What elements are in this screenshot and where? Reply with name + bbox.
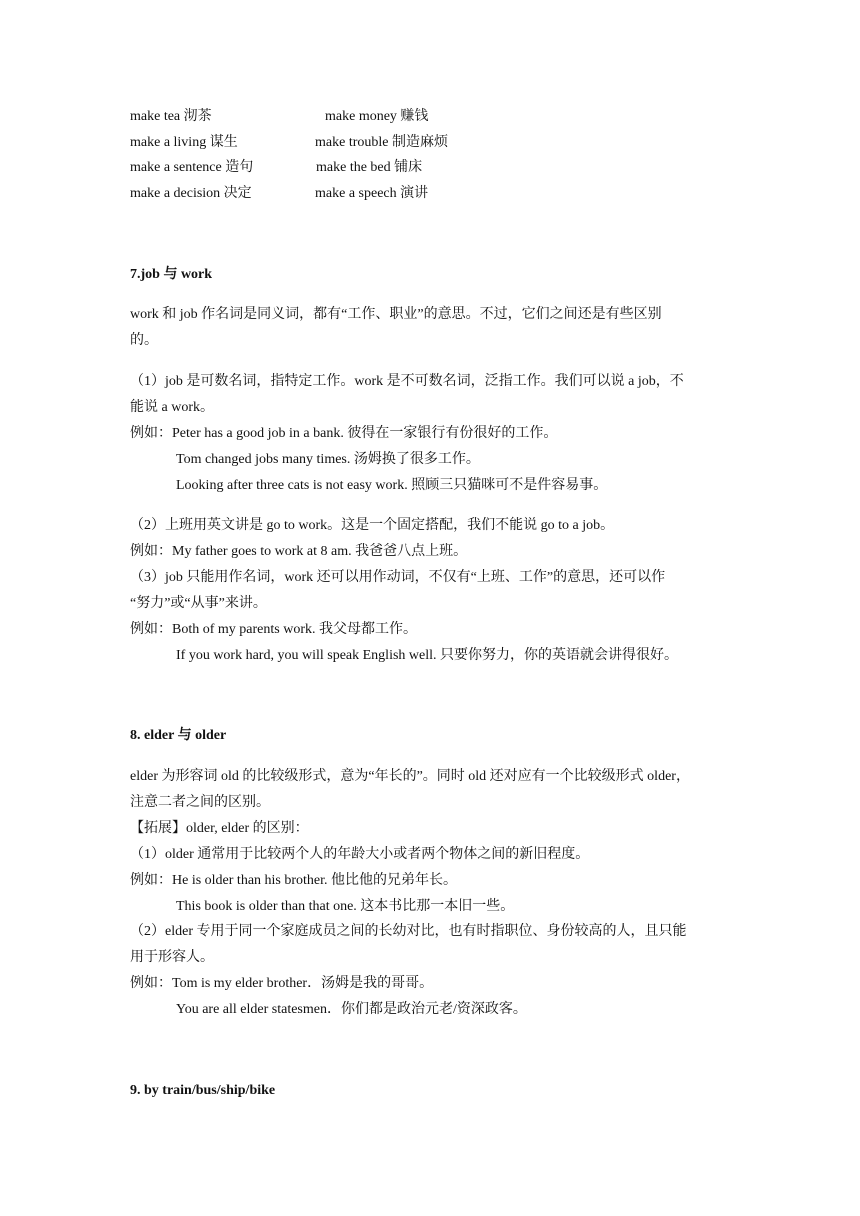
section7-p3-line2: “努力”或“从事”来讲。 [130,596,267,611]
section8-p2-line2: 用于形容人。 [130,950,214,965]
phrase-left-1: make tea 沏茶 [130,109,212,124]
section8-extension-line: 【拓展】older, elder 的区别： [130,821,309,836]
section7-p1-example1: 例如：Peter has a good job in a bank. 彼得在一家银行有份很好的工作。 [130,426,558,441]
phrase-right-2: make trouble 制造麻烦 [315,135,448,150]
section7-p3-example2: If you work hard, you will speak English well. 只要你努力，你的英语就会讲得很好。 [176,648,679,663]
section8-intro-line2: 注意二者之间的区别。 [130,795,270,810]
phrase-left-3: make a sentence 造句 [130,160,254,175]
section8-p2-example1: 例如：Tom is my elder brother．汤姆是我的哥哥。 [130,976,434,991]
phrase-right-4: make a speech 演讲 [315,186,429,201]
section7-heading: 7.job 与 work [130,267,213,282]
section8-p1-example2: This book is older than that one. 这本书比那一本旧一些。 [176,899,515,914]
section8-p2-line1: （2）elder 专用于同一个家庭成员之间的长幼对比，也有时指职位、身份较高的人，且只能 [130,924,687,939]
section8-p1-example1: 例如：He is older than his brother. 他比他的兄弟年长。 [130,873,458,888]
section7-intro-line2: 的。 [130,333,158,348]
section7-p1-line1: （1）job 是可数名词，指特定工作。work 是不可数名词，泛指工作。我们可以说 a job，不 [130,374,684,389]
section9-heading: 9. by train/bus/ship/bike [130,1083,276,1098]
section8-heading: 8. elder 与 older [130,728,227,743]
phrase-right-3: make the bed 铺床 [316,160,423,175]
section7-p3-line1: （3）job 只能用作名词，work 还可以用作动词，不仅有“上班、工作”的意思，还可以作 [130,570,666,585]
section7-p2-example1: 例如：My father goes to work at 8 am. 我爸爸八点上班。 [130,544,468,559]
phrase-left-2: make a living 谋生 [130,135,238,150]
section8-p2-example2: You are all elder statesmen．你们都是政治元老/资深政客。 [176,1002,527,1017]
phrase-right-1: make money 赚钱 [325,109,429,124]
section8-p1-line1: （1）older 通常用于比较两个人的年龄大小或者两个物体之间的新旧程度。 [130,847,590,862]
section7-p1-line2: 能说 a work。 [130,400,214,415]
section8-intro-line1: elder 为形容词 old 的比较级形式，意为“年长的”。同时 old 还对应有一个比较级形式 older， [130,769,690,784]
section7-p1-example3: Looking after three cats is not easy work. 照顾三只猫咪可不是件容易事。 [176,478,608,493]
section7-intro-line1: work 和 job 作名词是同义词，都有“工作、职业”的意思。不过，它们之间还是有些区别 [130,307,662,322]
section7-p2-line1: （2）上班用英文讲是 go to work。这是一个固定搭配，我们不能说 go to a job。 [130,518,615,533]
section7-p1-example2: Tom changed jobs many times. 汤姆换了很多工作。 [176,452,480,467]
phrase-left-4: make a decision 决定 [130,186,252,201]
section7-p3-example1: 例如：Both of my parents work. 我父母都工作。 [130,622,417,637]
